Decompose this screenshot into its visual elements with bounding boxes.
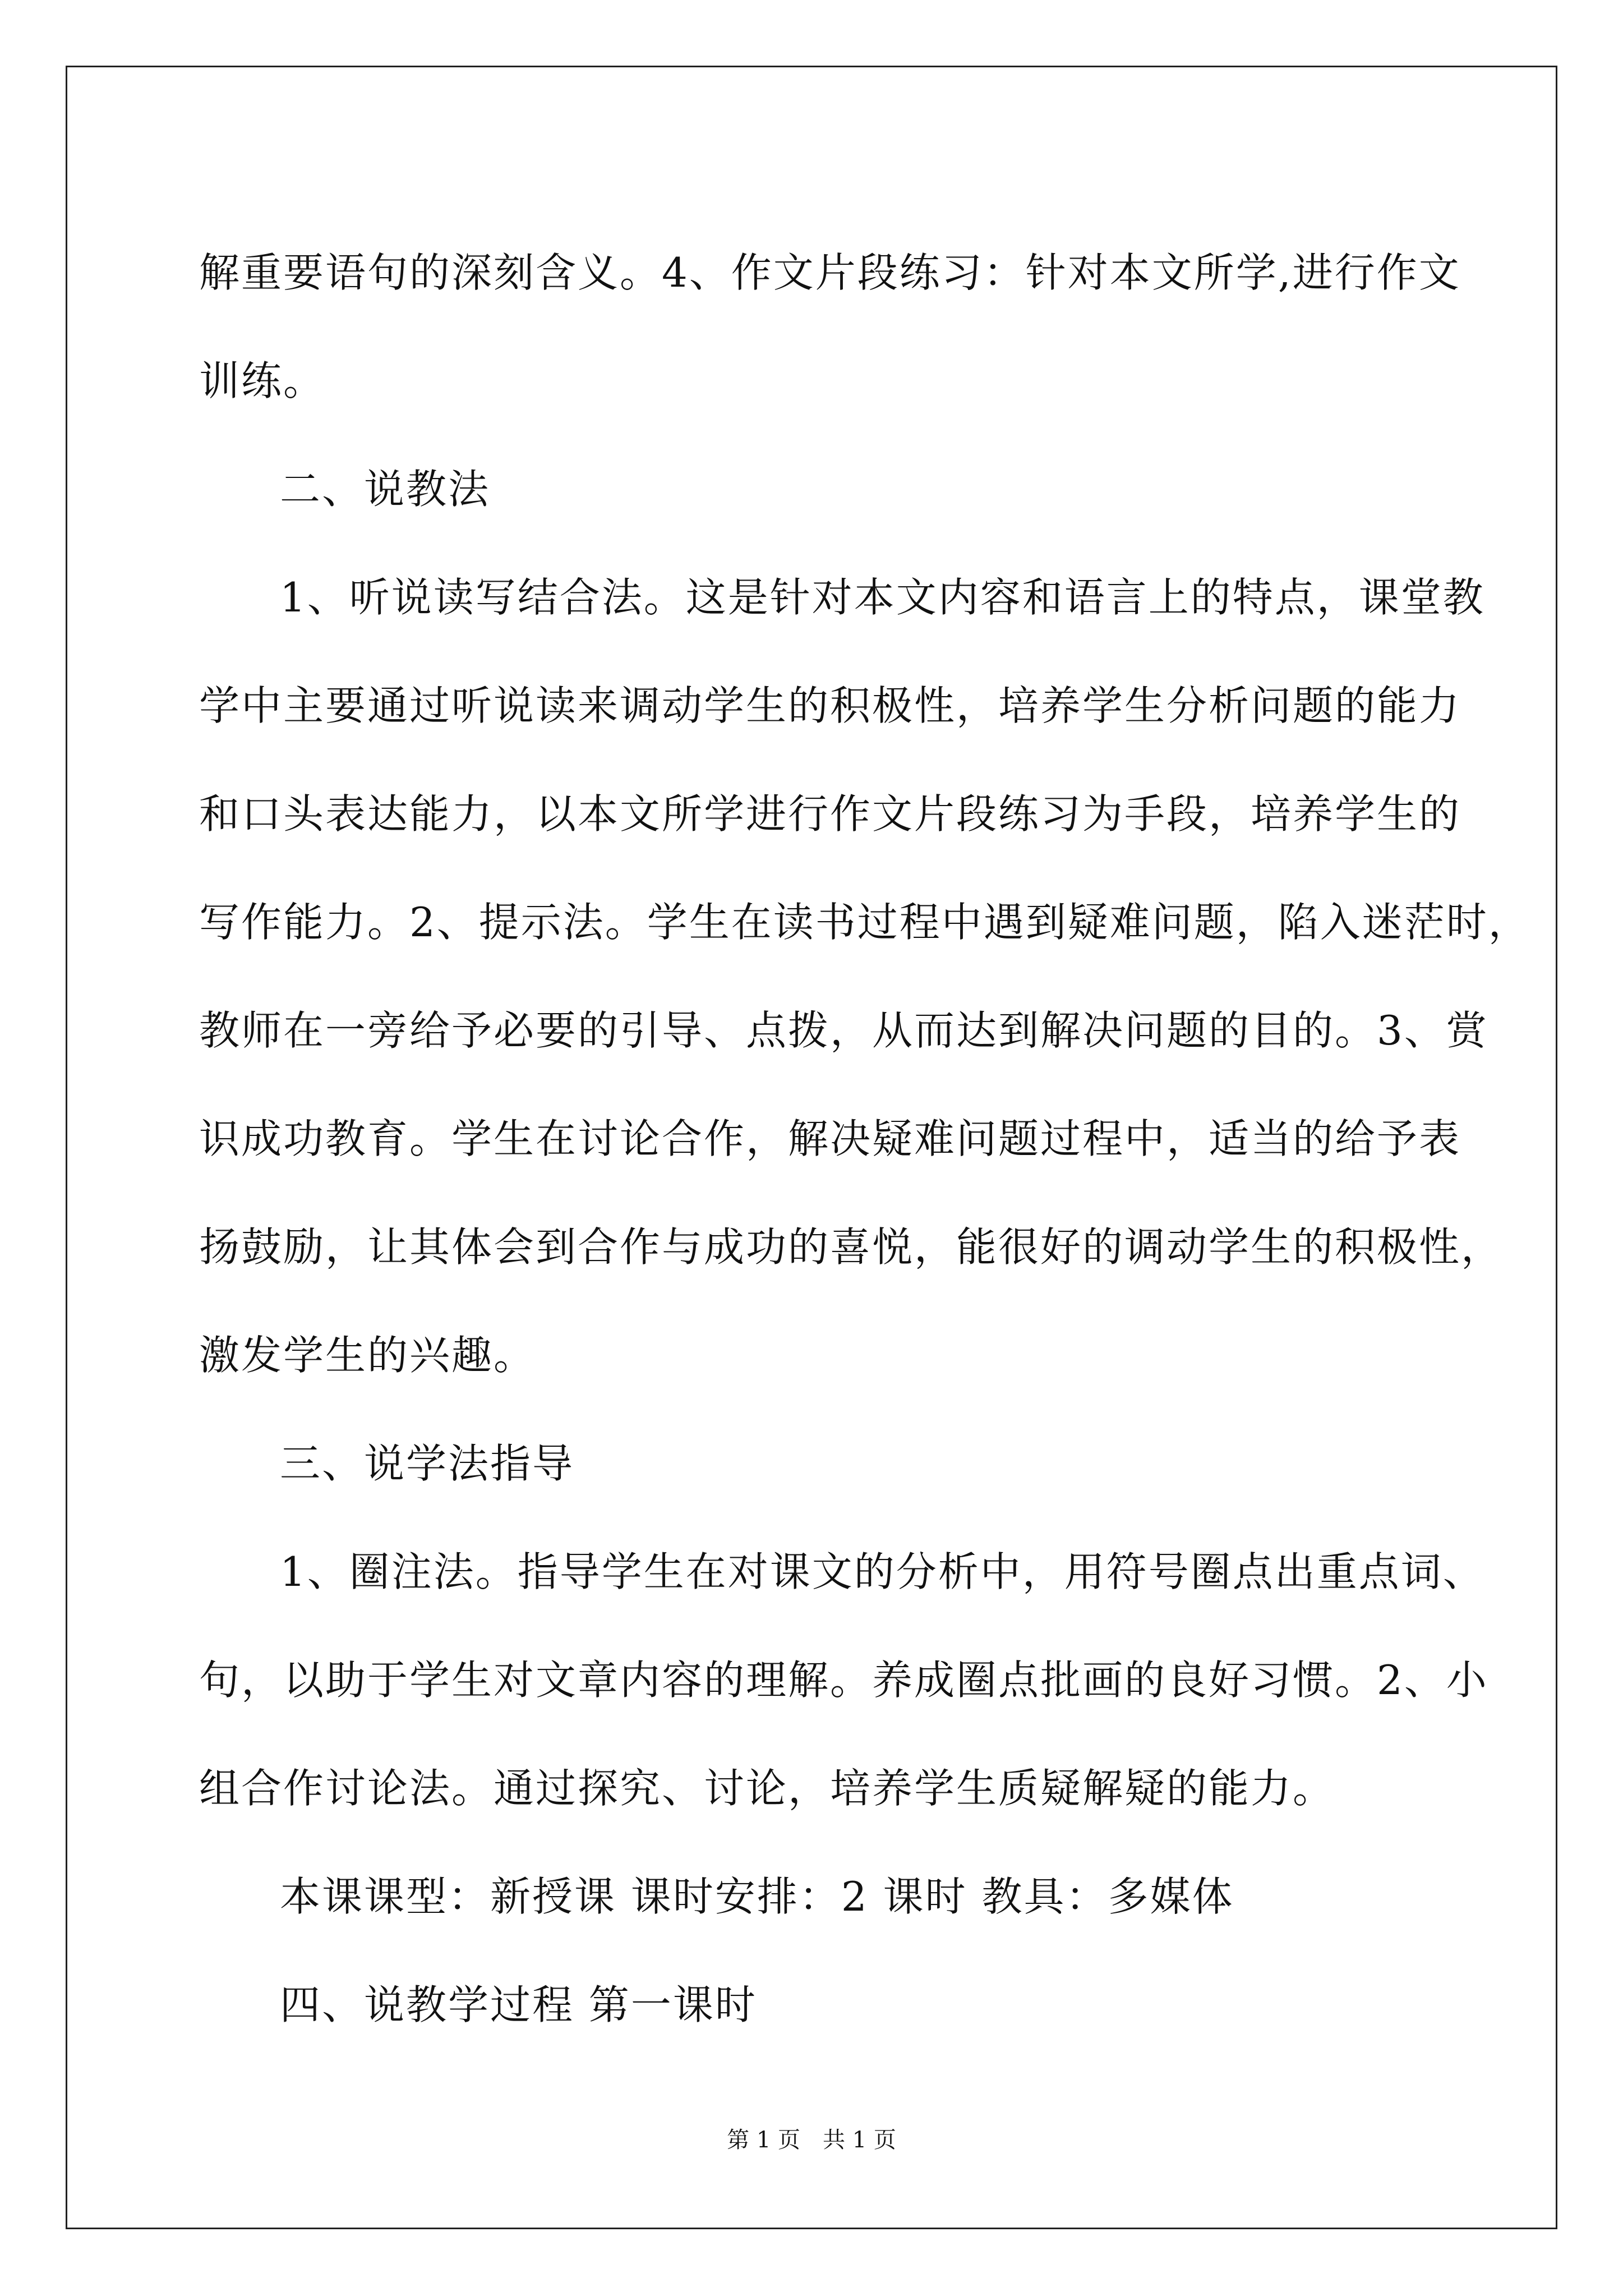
text-line-11: 激发学生的兴趣。 (199, 1332, 536, 1379)
section-heading-study-method: 三、说学法指导 (280, 1440, 575, 1487)
text-line-2: 训练。 (199, 357, 326, 404)
text-line-10: 扬鼓励，让其体会到合作与成功的喜悦，能很好的调动学生的积极性， (199, 1223, 1504, 1271)
text-line-4: 1、听说读写结合法。这是针对本文内容和语言上的特点，课堂教 (280, 574, 1485, 621)
text-line-1: 解重要语句的深刻含义。4、作文片段练习：针对本文所学,进行作文 (199, 249, 1461, 296)
text-line-7: 写作能力。2、提示法。学生在读书过程中遇到疑难问题，陷入迷茫时， (199, 899, 1530, 946)
text-line-9: 识成功教育。学生在讨论合作，解决疑难问题过程中，适当的给予表 (199, 1115, 1461, 1162)
page-number-footer: 第 1 页 共 1 页 (727, 2127, 896, 2153)
text-line-15: 组合作讨论法。通过探究、讨论，培养学生质疑解疑的能力。 (199, 1765, 1335, 1812)
text-line-8: 教师在一旁给予必要的引导、点拨，从而达到解决问题的目的。3、赏 (199, 1007, 1488, 1054)
section-heading-teaching-process: 四、说教学过程 第一课时 (280, 1981, 757, 2028)
lesson-info-line: 本课课型：新授课 课时安排：2 课时 教具：多媒体 (280, 1873, 1234, 1920)
text-line-14: 句，以助于学生对文章内容的理解。养成圈点批画的良好习惯。2、小 (199, 1657, 1488, 1704)
text-line-5: 学中主要通过听说读来调动学生的积极性，培养学生分析问题的能力 (199, 682, 1461, 729)
text-line-6: 和口头表达能力，以本文所学进行作文片段练习为手段，培养学生的 (199, 790, 1461, 838)
document-body (199, 219, 1530, 2059)
text-line-13: 1、圈注法。指导学生在对课文的分析中，用符号圈点出重点词、 (280, 1548, 1485, 1595)
section-heading-teaching-method: 二、说教法 (280, 466, 491, 513)
